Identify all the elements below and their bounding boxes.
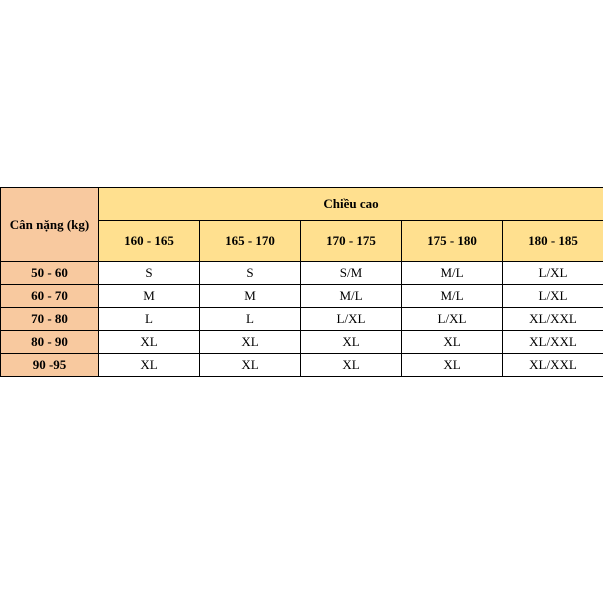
weight-header: Cân nặng (kg) <box>1 188 99 262</box>
size-chart-table <box>0 187 603 377</box>
table-row <box>1 354 603 377</box>
table-row <box>1 331 603 354</box>
size-cell: L/XL <box>402 308 503 331</box>
size-cell: L/XL <box>503 285 603 308</box>
size-cell: M <box>200 285 301 308</box>
size-cell: L/XL <box>503 262 603 285</box>
size-cell: M <box>99 285 200 308</box>
size-cell: M/L <box>402 285 503 308</box>
size-cell: S <box>200 262 301 285</box>
size-cell: XL/XXL <box>503 354 603 377</box>
weight-row-header: 70 - 80 <box>1 308 99 331</box>
size-cell: XL <box>99 331 200 354</box>
weight-row-header: 50 - 60 <box>1 262 99 285</box>
weight-row-header: 80 - 90 <box>1 331 99 354</box>
size-cell: S/M <box>301 262 402 285</box>
size-cell: XL <box>200 354 301 377</box>
size-cell: S <box>99 262 200 285</box>
height-group-header: Chiều cao <box>99 188 603 221</box>
size-cell: XL <box>200 331 301 354</box>
size-cell: XL <box>402 331 503 354</box>
height-column-header: 170 - 175 <box>301 221 402 262</box>
table-row <box>1 262 603 285</box>
table-row <box>1 308 603 331</box>
height-column-header: 180 - 185 <box>503 221 603 262</box>
size-cell: M/L <box>301 285 402 308</box>
size-cell: XL <box>99 354 200 377</box>
height-column-header: 160 - 165 <box>99 221 200 262</box>
size-cell: XL <box>301 354 402 377</box>
size-cell: L <box>200 308 301 331</box>
size-cell: M/L <box>402 262 503 285</box>
size-cell: XL <box>402 354 503 377</box>
height-column-header: 165 - 170 <box>200 221 301 262</box>
height-column-header: 175 - 180 <box>402 221 503 262</box>
size-cell: L <box>99 308 200 331</box>
size-cell: XL <box>301 331 402 354</box>
weight-row-header: 60 - 70 <box>1 285 99 308</box>
table-row <box>1 285 603 308</box>
weight-row-header: 90 -95 <box>1 354 99 377</box>
size-cell: XL/XXL <box>503 331 603 354</box>
size-cell: L/XL <box>301 308 402 331</box>
size-cell: XL/XXL <box>503 308 603 331</box>
